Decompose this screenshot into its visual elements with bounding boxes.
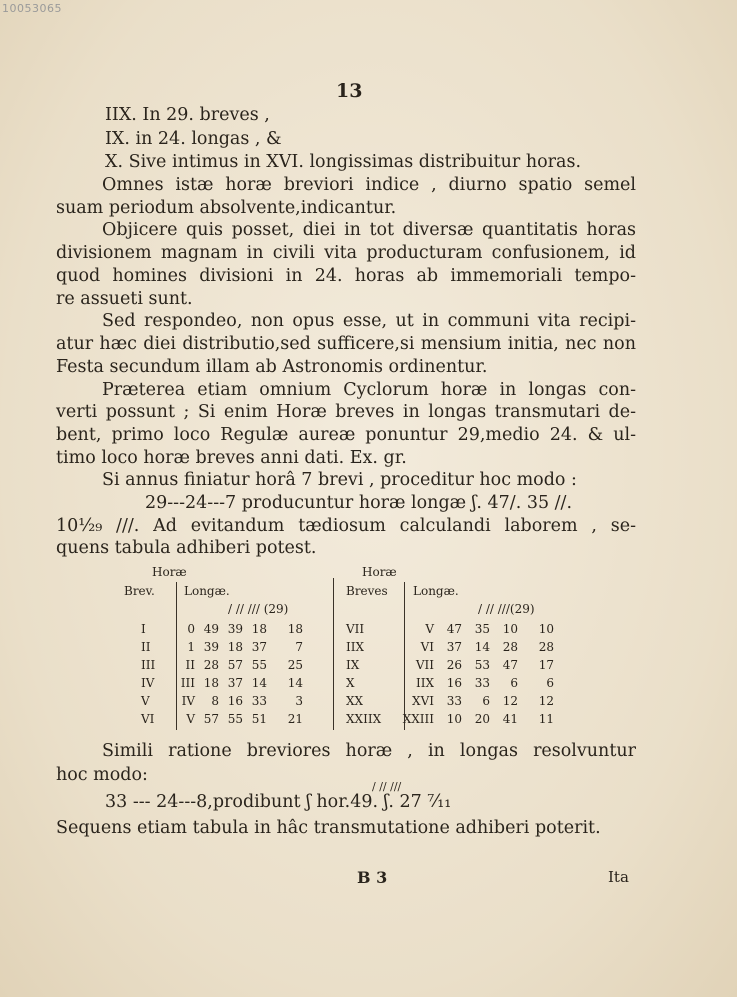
table-right-col1-header: Breves (346, 584, 388, 598)
value-cell: 47 (446, 622, 462, 636)
text-line: quod homines divisioni in 24. horas ab immemoriali tempo- (56, 266, 636, 286)
value-cell: XXIII (402, 712, 434, 726)
value-cell: 10 (502, 622, 518, 636)
table-left (138, 620, 306, 728)
value-cell: 35 (474, 622, 490, 636)
table-row (138, 674, 306, 692)
value-cell: 0 (187, 622, 195, 636)
table-row (138, 620, 306, 638)
value-cell: IIX (415, 676, 434, 690)
value-cell: 17 (538, 658, 554, 672)
value-cell: III (180, 676, 195, 690)
row-label-cell: II (141, 640, 151, 654)
catchword: Ita (608, 868, 629, 886)
value-cell: VII (415, 658, 434, 672)
value-cell: 8 (211, 694, 219, 708)
value-cell: 25 (287, 658, 303, 672)
row-label-cell: V (141, 694, 150, 708)
value-cell: 21 (287, 712, 303, 726)
value-cell: VI (420, 640, 434, 654)
text-line: Objicere quis posset, diei in tot diversæ quantitatis horas (102, 220, 636, 240)
text-line: re assueti sunt. (56, 289, 193, 309)
text-line: Præterea etiam omnium Cyclorum horæ in longas con- (102, 380, 636, 400)
text-line: atur hæc diei distributio,sed sufficere,si mensium initia, nec non (56, 334, 636, 354)
value-cell: 37 (251, 640, 267, 654)
table-divider-rule (333, 578, 334, 730)
text-line: 33 --- 24---8,prodibunt ʃ hor.49. ʃ. 27 ⁷⁄₁₁ (105, 792, 452, 812)
text-line: X. Sive intimus in XVI. longissimas distribuitur horas. (105, 152, 582, 172)
table-left-col1-header: Brev. (124, 584, 155, 598)
value-cell: 28 (502, 640, 518, 654)
value-cell: 12 (538, 694, 554, 708)
table-row (343, 656, 557, 674)
value-cell: 16 (227, 694, 243, 708)
value-cell: 6 (546, 676, 554, 690)
value-cell: 18 (251, 622, 267, 636)
value-cell: 57 (203, 712, 219, 726)
table-row (343, 710, 557, 728)
text-line: Omnes istæ horæ breviori indice , diurno spatio semel (102, 175, 636, 195)
table-right (343, 620, 557, 728)
row-label-cell: I (141, 622, 146, 636)
value-cell: 47 (502, 658, 518, 672)
table-row (343, 674, 557, 692)
value-cell: 39 (227, 622, 243, 636)
row-label-cell: XXIIX (346, 712, 382, 726)
table-right-col2-header: Longæ. (413, 584, 459, 598)
value-cell: 33 (474, 676, 490, 690)
value-cell: 33 (446, 694, 462, 708)
catalog-stamp: 10053065 (2, 2, 62, 15)
value-cell: IV (181, 694, 195, 708)
table-left-group-header: Horæ (152, 565, 187, 579)
value-cell: 14 (474, 640, 490, 654)
value-cell: 10 (446, 712, 462, 726)
value-cell: 18 (227, 640, 243, 654)
text-line: Si annus finiatur horâ 7 brevi , proceditur hoc modo : (102, 470, 577, 490)
value-cell: 55 (227, 712, 243, 726)
row-label-cell: IIX (346, 640, 365, 654)
table-left-units: / // /// (29) (228, 602, 289, 616)
text-line: Festa secundum illam ab Astronomis ordinentur. (56, 357, 488, 377)
value-cell: 11 (538, 712, 554, 726)
text-line: 29---24---7 producuntur horæ longæ ʃ. 47/. 35 //. (145, 493, 573, 513)
value-cell: 26 (446, 658, 462, 672)
value-cell: 53 (474, 658, 490, 672)
value-cell: 57 (227, 658, 243, 672)
minute-marks: / // /// (372, 780, 402, 793)
table-right-group-header: Horæ (362, 565, 397, 579)
value-cell: 18 (287, 622, 303, 636)
table-row (138, 656, 306, 674)
value-cell: 28 (203, 658, 219, 672)
value-cell: 1 (187, 640, 195, 654)
value-cell: 20 (474, 712, 490, 726)
signature-mark: B 3 (357, 868, 388, 887)
value-cell: 7 (295, 640, 303, 654)
value-cell: XVI (412, 694, 434, 708)
value-cell: 12 (502, 694, 518, 708)
value-cell: 39 (203, 640, 219, 654)
text-line: IX. in 24. longas , & (105, 129, 282, 149)
table-row (343, 638, 557, 656)
row-label-cell: XX (346, 694, 364, 708)
text-line: Sed respondeo, non opus esse, ut in communi vita recipi- (102, 311, 636, 331)
value-cell: 28 (538, 640, 554, 654)
page-number: 13 (336, 80, 363, 102)
row-label-cell: III (141, 658, 156, 672)
row-label-cell: IV (141, 676, 155, 690)
table-row (343, 692, 557, 710)
row-label-cell: VII (346, 622, 365, 636)
row-label-cell: VI (141, 712, 155, 726)
text-line: suam periodum absolvente,indicantur. (56, 198, 397, 218)
row-label-cell: IX (346, 658, 360, 672)
text-line: bent, primo loco Regulæ aureæ ponuntur 29,medio 24. & ul- (56, 425, 636, 445)
value-cell: 41 (502, 712, 518, 726)
text-line: Sequens etiam tabula in hâc transmutatione adhiberi poterit. (56, 818, 601, 838)
value-cell: 37 (446, 640, 462, 654)
table-row (138, 710, 306, 728)
value-cell: 14 (287, 676, 303, 690)
row-label-cell: X (346, 676, 355, 690)
value-cell: 49 (203, 622, 219, 636)
value-cell: 16 (446, 676, 462, 690)
value-cell: 6 (482, 694, 490, 708)
value-cell: 37 (227, 676, 243, 690)
value-cell: 55 (251, 658, 267, 672)
value-cell: V (425, 622, 434, 636)
text-line: timo loco horæ breves anni dati. Ex. gr. (56, 448, 407, 468)
value-cell: 3 (295, 694, 303, 708)
value-cell: 51 (251, 712, 267, 726)
text-line: quens tabula adhiberi potest. (56, 538, 317, 558)
text-line: IIX. In 29. breves , (105, 105, 270, 125)
text-line: hoc modo: (56, 765, 148, 785)
table-row (343, 620, 557, 638)
value-cell: II (185, 658, 195, 672)
value-cell: 18 (203, 676, 219, 690)
value-cell: 33 (251, 694, 267, 708)
value-cell: V (186, 712, 195, 726)
text-line: verti possunt ; Si enim Horæ breves in longas transmutari de- (56, 402, 636, 422)
text-line: divisionem magnam in civili vita producturam confusionem, id (56, 243, 636, 263)
value-cell: 6 (510, 676, 518, 690)
text-line: Simili ratione breviores horæ , in longas resolvuntur (102, 741, 636, 761)
text-line: 10⅟₂₉ ///. Ad evitandum tædiosum calculandi laborem , se- (56, 516, 636, 536)
table-right-units: / // ///(29) (478, 602, 535, 616)
table-row (138, 692, 306, 710)
table-left-col2-header: Longæ. (184, 584, 230, 598)
value-cell: 14 (251, 676, 267, 690)
value-cell: 10 (538, 622, 554, 636)
table-row (138, 638, 306, 656)
